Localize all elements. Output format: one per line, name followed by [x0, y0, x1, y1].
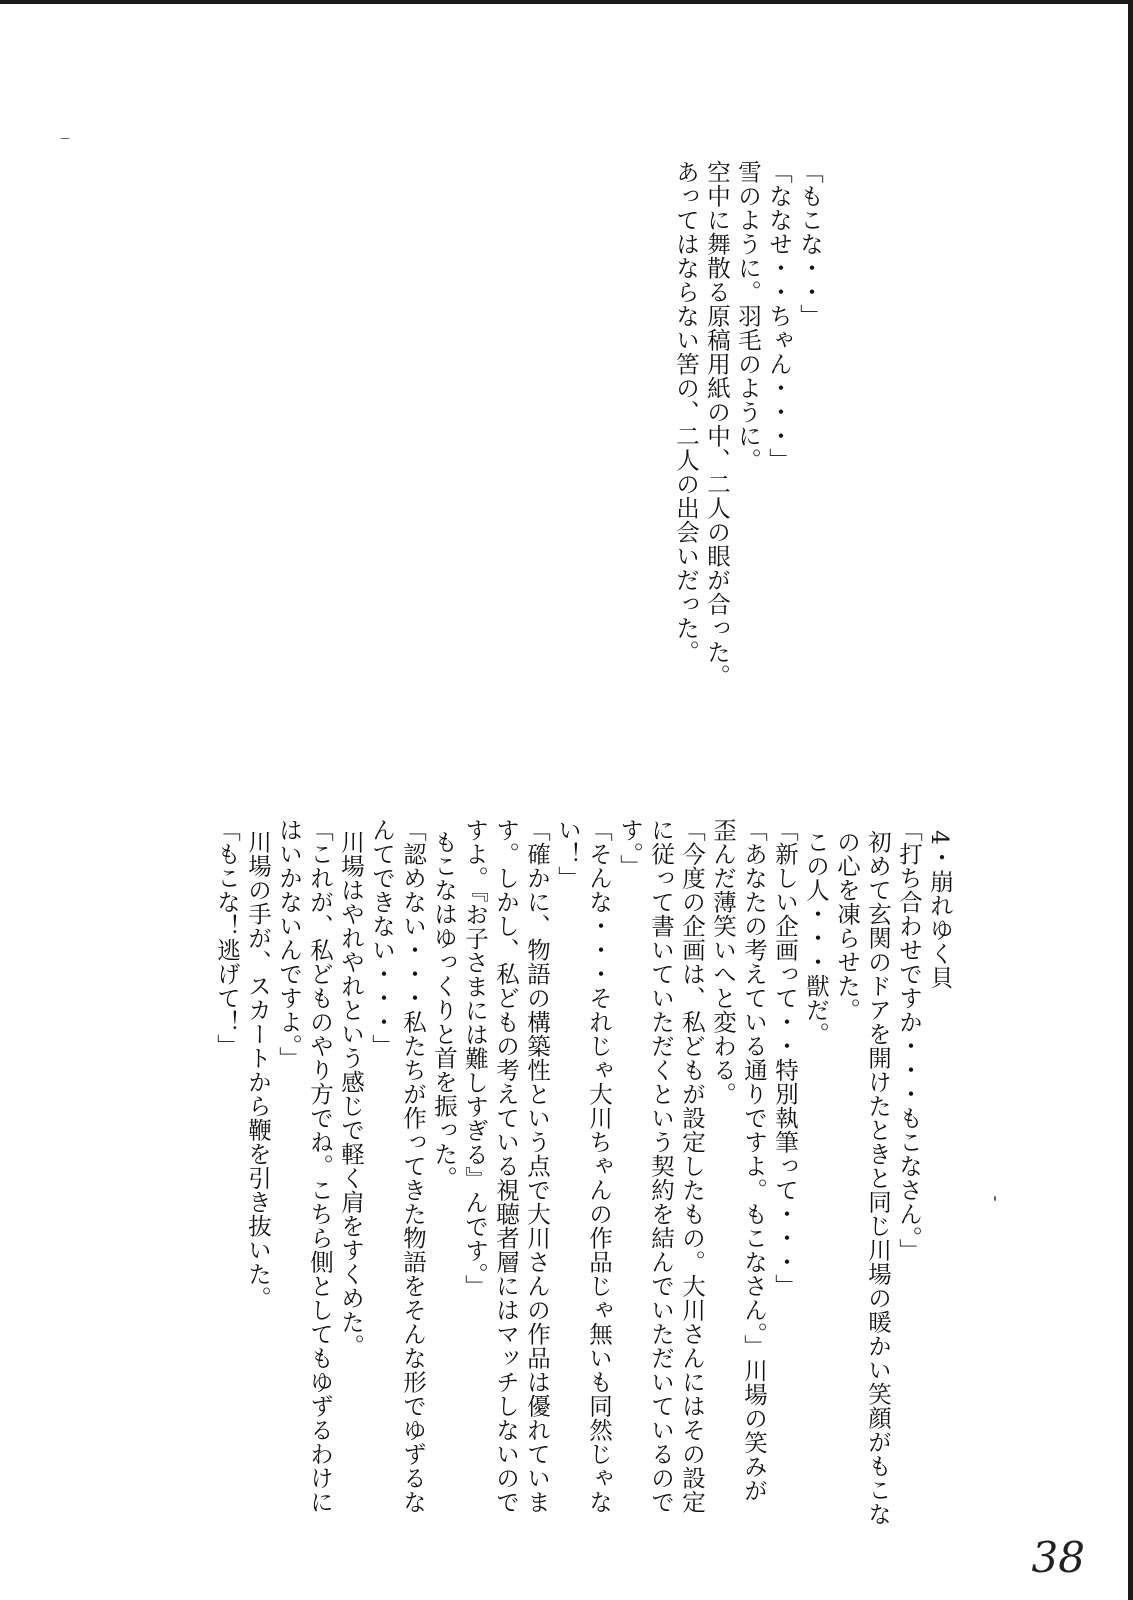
scan-speck: [994, 1196, 996, 1201]
paragraph: 「もこな！逃げて！」: [213, 818, 241, 1058]
paragraph: 「あなたの考えている通りですよ。もこなさん。」川場の笑みが歪んだ薄笑いへと変わる。: [709, 818, 768, 1503]
page-edge-right: [1128, 0, 1133, 1600]
paragraph: この人・・・獣だ。: [802, 830, 830, 1046]
page-number: 38: [1031, 1533, 1085, 1582]
passage-line: 空中に舞散る原稿用紙の中、二人の眼が合った。: [703, 160, 731, 688]
paragraph: 川場の手が、スカートから鞭を引き抜いた。: [244, 830, 272, 1310]
passage-line: 「もこな・・」: [796, 160, 824, 328]
passage-line: 雪のように。羽毛のように。: [734, 160, 762, 472]
passage-line: あってはならない筈の、二人の出会いだった。: [672, 160, 700, 664]
upper-passage: [670, 160, 825, 700]
paragraph: 初めて玄関のドアを開けたときと同じ川場の暖かい笑顔がもこなの心を凍らせた。: [833, 830, 892, 1526]
paragraph: 「打ち合わせですか・・・もこなさん。」: [895, 818, 923, 1263]
lower-passage: [211, 818, 955, 1558]
paragraph: 「今度の企画は、私どもが設定したもの。大川さんにはその設定に従って書いていただくという契約を結んでいただいているのです。」: [616, 818, 706, 1514]
paragraph: 「新しい企画って・・特別執筆って・・・」: [771, 818, 799, 1298]
page-edge-top: [0, 0, 1133, 4]
section-heading: 4・崩れゆく貝: [926, 830, 954, 990]
paragraph: 「認めない・・・私たちが作ってきた物語をそんな形でゆずるなんてできない・・・」: [368, 818, 427, 1514]
scan-speck: [60, 138, 70, 139]
passage-line: 「ななせ・・ちゃん・・・」: [765, 160, 793, 472]
paragraph: もこなはゆっくりと首を振った。: [430, 830, 458, 1190]
paragraph: 川場はやれやれという感じで軽く肩をすくめた。: [337, 830, 365, 1358]
paragraph: 「これが、私どものやり方でね。こちら側としてもゆずるわけにはいかないんですよ。」: [275, 818, 334, 1514]
paragraph: 「そんな・・・それじゃ大川ちゃんの作品じゃ無いも同然じゃない！」: [554, 818, 613, 1514]
paragraph: 「確かに、物語の構築性という点で大川さんの作品は優れています。しかし、私どもの考えている視聴者層にはマッチしないのですよ。『お子さまには難しすぎる』んです。」: [461, 818, 551, 1514]
